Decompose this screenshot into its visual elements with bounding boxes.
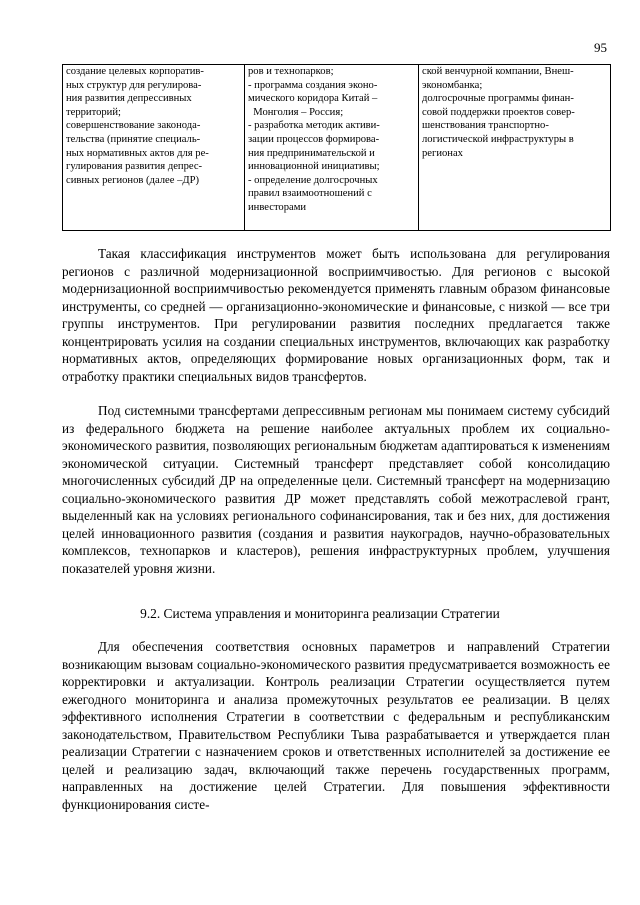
table-cell-col3 (419, 65, 611, 231)
cell-line: ров и технопарков; (248, 66, 334, 77)
cell-line: инвесторами (248, 201, 307, 213)
cell-line: ния предпринимательской и (248, 147, 375, 159)
cell-line: инновационной инициативы; (248, 161, 380, 173)
page-number: 95 (594, 40, 607, 55)
instruments-table-fragment (62, 64, 611, 231)
cell-line: гулирования развития депрес- (66, 161, 203, 173)
cell-line: экономбанка; (422, 79, 483, 91)
table-cell-col1 (63, 65, 245, 231)
cell-line: сивных регионов (далее –ДР) (66, 174, 200, 186)
cell-line: ных структур для регулирова- (66, 79, 202, 91)
cell-line: ской венчурной компании, Внеш- (422, 66, 574, 77)
cell-line: территорий; (66, 106, 121, 118)
paragraph-strategy-control: Для обеспечения соответствия основных параметров и направлений Стратегии возникающим вызовам социально-экономического развития предусматривается возможность ее корректировки и актуализации. Контроль реализации Стратегии осуществляется путем ежегодного мониторинга и анализа промежуточных результатов ее реализации. В целях эффективного исполнения Стратегии в соответствии с федеральным и республиканским законодательством, Правительством Республики Тыва разрабатывается и утверждается план реализации Стратегии с назначением сроков и ответственных исполнителей за достижение ее целей и реализацию задач, включающий также перечень государственных программ, направленных на достижение целей Стратегии. Для повышения эффективности функционирования систе- (62, 639, 610, 812)
cell-line: тельства (принятие специаль- (66, 133, 201, 145)
paragraph-system-transfers: Под системными трансфертами депрессивным регионам мы понимаем систему субсидий из федерального бюджета на решение наиболее актуальных проблем их социально-экономического развития, позволяющих региональным бюджетам адаптироваться к изменениям экономической ситуации. Системный трансферт представляет собой консолидацию многочисленных субсидий ДР на определенные цели. Системный трансферт на модернизацию социально-экономического развития ДР может представлять собой межотраслевой грант, выделенный как на условиях регионального софинансирования, так и без них, для достижения целей инновационного развития (создания и развития наукоградов, научно-образовательных комплексов, технопарков и кластеров), решения инфраструктурных проблем, улучшения показателей уровня жизни. (62, 403, 610, 576)
cell-line: мического коридора Китай – (248, 93, 378, 105)
cell-line: Монголия – Россия; (248, 106, 344, 118)
cell-line: - определение долгосрочных (248, 174, 378, 186)
cell-line: - программа создания эконо- (248, 79, 378, 91)
cell-line: совой поддержки проектов совер- (422, 106, 575, 118)
cell-line: создание целевых корпоратив- (66, 66, 204, 77)
cell-line: шенствования транспортно- (422, 120, 549, 132)
cell-line: совершенствование законода- (66, 120, 201, 132)
cell-line: долгосрочные программы финан- (422, 93, 574, 105)
table-cell-col2 (245, 65, 419, 231)
cell-line: - разработка методик активи- (248, 120, 380, 132)
cell-line: регионах (422, 147, 463, 159)
cell-line: ния развития депрессивных (66, 93, 192, 105)
cell-line: логистической инфраструктуры в (422, 133, 574, 145)
cell-line: зации процессов формирова- (248, 133, 380, 145)
paragraph-classification: Такая классификация инструментов может быть использована для регулирования регионов с различной модернизационной восприимчивостью. Для регионов с высокой модернизационной восприимчивостью рекомендуется применять главным образом финансовые инструменты, со средней — организационно-экономические и финансовые, с низкой — все три группы инструментов. При регулировании развития последних предлагается также концентрировать усилия на создании специальных инструментов, включающих как разработку нормативных актов, определяющих формирование новых организационных форм, так и отработку практики специальных видов трансфертов. (62, 246, 610, 384)
table-row (63, 65, 611, 231)
section-heading: 9.2. Система управления и мониторинга реализации Стратегии (140, 606, 500, 621)
cell-line: ных нормативных актов для ре- (66, 147, 209, 159)
cell-line: правил взаимоотношений с (248, 188, 372, 200)
